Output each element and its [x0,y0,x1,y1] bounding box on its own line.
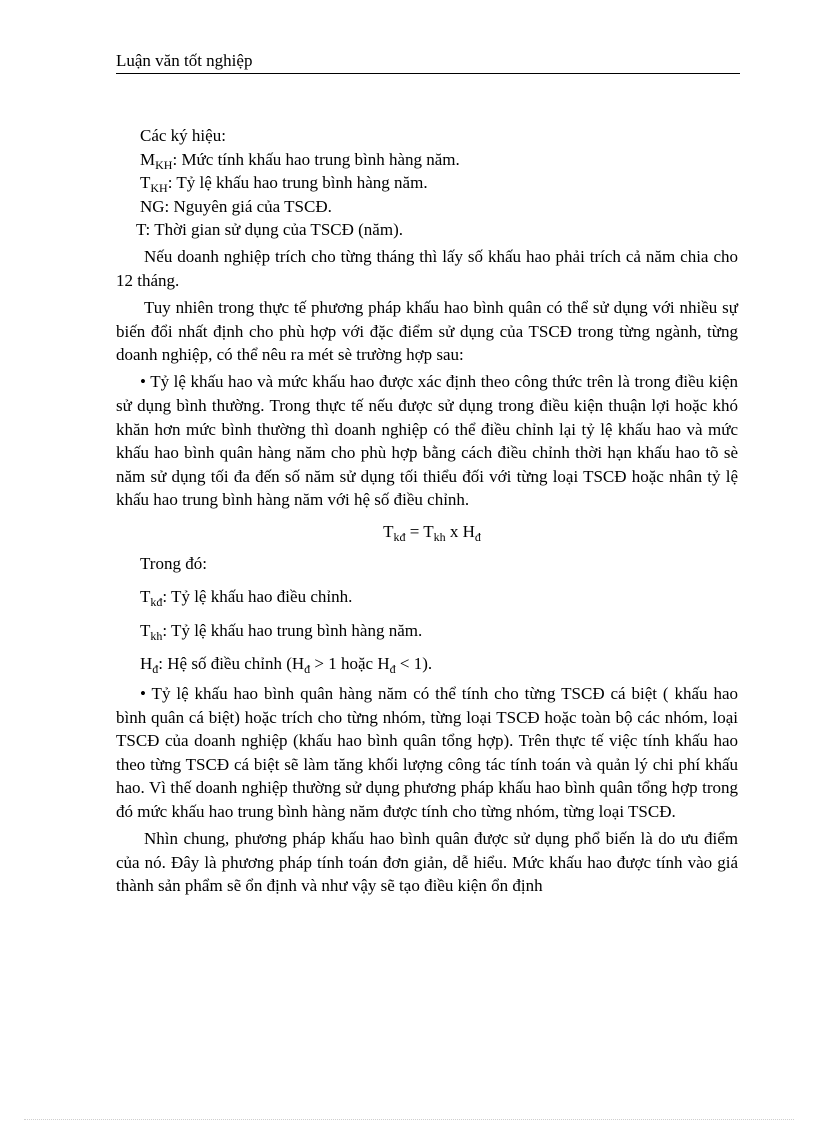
page-header: Luận văn tốt nghiệp [116,50,740,74]
symbol-mkh: M [140,149,156,169]
where-tkd [116,585,738,609]
definition-mkh [116,148,738,172]
adjustment-formula [116,520,738,544]
document-body [116,124,738,901]
symbol-tkd-subscript: kđ [150,595,163,610]
symbol-tkh-lower: T [140,620,151,640]
formula-term-2-subscript: đ [474,530,481,544]
symbol-tkh: T [140,173,151,193]
where-hd-subscript-2: đ [389,662,396,677]
where-hd-text-1: : Hệ số điều chỉnh (H [158,654,305,674]
formula-term-1-subscript: kh [433,530,446,544]
formula-lhs-subscript: kđ [393,530,406,544]
symbol-mkh-subscript: KH [155,157,173,172]
paragraph-monthly: Nếu doanh nghiệp trích cho từng tháng thì lấy số khấu hao phải trích cả năm chia cho 12 tháng. [116,247,738,291]
paragraph-adjustment: • Tỷ lệ khấu hao và mức khấu hao được xác định theo công thức trên là trong điều kiện sử dụng bình thường. Trong thực tế nếu được sử dụng trong điều kiện thuận lợi hoặc khó khăn hơn mức bình thường thì doanh nghiệp có thể điều chỉnh lại tỷ lệ khấu hao và mức khấu hao bình quân hàng năm cho phù hợp bằng cách điều chỉnh thời hạn khấu hao tõ sè năm sử dụng tối đa đến số năm sử dụng tối thiểu đối với từng loại TSCĐ hoặc nhân tỷ lệ khấu hao trung bình hàng năm với hệ số điều chỉnh. [116,372,738,510]
symbol-tkh-lower-subscript: kh [150,628,163,643]
where-hd-subscript-1: đ [304,662,311,677]
paragraph-individual-vs-group: • Tỷ lệ khấu hao bình quân hàng năm có thể tính cho từng TSCĐ cá biệt ( khấu hao bình quân cá biệt) hoặc trích cho từng nhóm, từng loại TSCĐ hoặc toàn bộ các nhóm, loại TSCĐ của doanh nghiệp (khấu hao bình quân tổng hợp). Trên thực tế việc tính khấu hao theo từng TSCĐ cá biệt sẽ làm tăng khối lượng công tác tính toán và quản lý chi phí khấu hao. Vì thế doanh nghiệp thường sử dụng phương pháp khấu hao bình quân tổng hợp trong đó mức khấu hao trung bình hàng năm được tính cho từng nhóm, từng loại TSCĐ. [116,683,738,821]
definition-tkh-text: : Tỷ lệ khấu hao trung bình hàng năm. [167,173,428,193]
where-hd-text-2: > 1 hoặc H [310,654,390,674]
formula-lhs: T [383,522,394,541]
definition-mkh-text: : Mức tính khấu hao trung bình hàng năm. [172,149,460,169]
definition-ng: NG: Nguyên giá của TSCĐ. [140,196,332,216]
where-tkd-text: : Tỷ lệ khấu hao điều chỉnh. [162,587,353,607]
definition-t: T: Thời gian sử dụng của TSCĐ (năm). [136,220,403,240]
where-tkh [116,619,738,643]
definition-tkh [116,171,738,195]
symbol-hd: H [140,654,153,674]
where-tkh-text: : Tỷ lệ khấu hao trung bình hàng năm. [162,620,423,640]
page-bottom-divider [24,1119,794,1120]
symbol-tkh-subscript: KH [150,181,168,196]
symbol-tkd: T [140,587,151,607]
definitions-heading: Các ký hiệu: [140,126,226,145]
symbol-hd-subscript: đ [152,662,159,677]
where-heading: Trong đó: [140,553,207,573]
where-hd [116,652,738,676]
formula-term-1: T [423,522,434,541]
where-hd-text-3: < 1). [395,654,433,674]
formula-operator: x [445,522,463,541]
formula-term-2: H [462,522,475,541]
paragraph-variations: Tuy nhiên trong thực tế phương pháp khấu hao bình quân có thể sử dụng với nhiều sự biến đổi nhất định cho phù hợp với đặc điểm sử dụng của TSCĐ trong từng ngành, từng doanh nghiệp, có thể nêu ra mét sè trường hợp sau: [116,298,738,365]
formula-equals: = [405,522,424,541]
paragraph-conclusion: Nhìn chung, phương pháp khấu hao bình quân được sử dụng phổ biến là do ưu điểm của nó. Đây là phương pháp tính toán đơn giản, dễ hiểu. Mức khấu hao được tính vào giá thành sản phẩm sẽ ổn định và như vậy sẽ tạo điều kiện ổn định [116,829,738,896]
